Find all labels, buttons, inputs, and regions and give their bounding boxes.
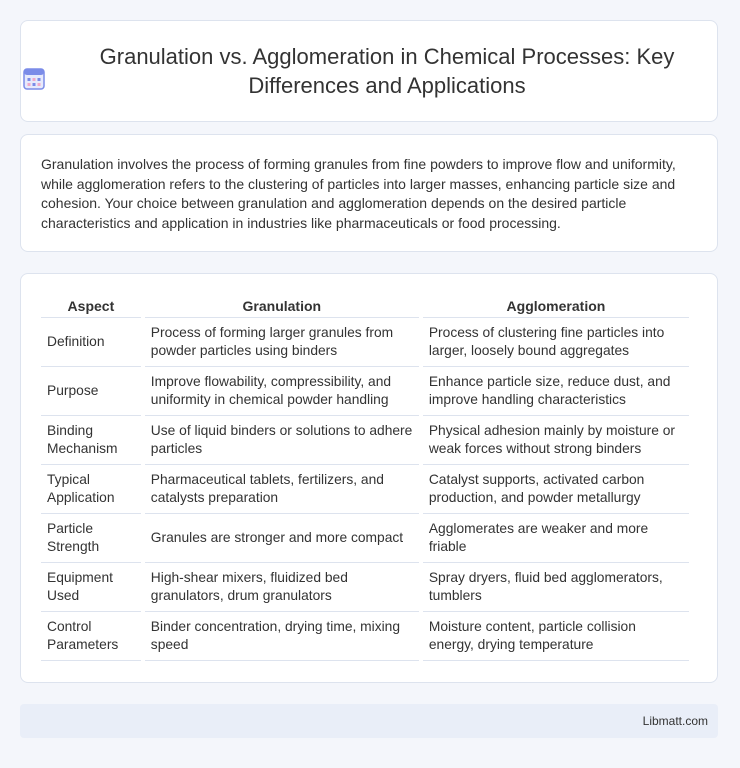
aspect-cell: Definition bbox=[41, 318, 141, 367]
footer bbox=[20, 704, 718, 738]
granulation-cell: Improve flowability, compressibility, and uniformity in chemical powder handling bbox=[145, 367, 419, 416]
table-row bbox=[41, 416, 689, 465]
aspect-cell: Binding Mechanism bbox=[41, 416, 141, 465]
granulation-cell: Pharmaceutical tablets, fertilizers, and catalysts preparation bbox=[145, 465, 419, 514]
table-row bbox=[41, 465, 689, 514]
agglomeration-cell: Catalyst supports, activated carbon production, and powder metallurgy bbox=[423, 465, 689, 514]
granulation-cell: Use of liquid binders or solutions to adhere particles bbox=[145, 416, 419, 465]
table-row bbox=[41, 367, 689, 416]
table-row bbox=[41, 612, 689, 661]
header-aspect: Aspect bbox=[41, 294, 141, 318]
title-card bbox=[20, 20, 718, 122]
granulation-cell: High-shear mixers, fluidized bed granulators, drum granulators bbox=[145, 563, 419, 612]
table-row bbox=[41, 514, 689, 563]
footer-brand: Libmatt.com bbox=[642, 714, 708, 728]
agglomeration-cell: Moisture content, particle collision energy, drying temperature bbox=[423, 612, 689, 661]
aspect-cell: Control Parameters bbox=[41, 612, 141, 661]
agglomeration-cell: Agglomerates are weaker and more friable bbox=[423, 514, 689, 563]
agglomeration-cell: Process of clustering fine particles into larger, loosely bound aggregates bbox=[423, 318, 689, 367]
intro-paragraph: Granulation involves the process of forming granules from fine powders to improve flow and uniformity, while agglomeration refers to the clustering of particles into larger masses, enhancing particle size and cohesion. Your choice between granulation and agglomeration depends on the desired particle characteristics and application in industries like pharmaceuticals or food processing. bbox=[41, 156, 676, 231]
aspect-cell: Equipment Used bbox=[41, 563, 141, 612]
aspect-cell: Typical Application bbox=[41, 465, 141, 514]
agglomeration-cell: Enhance particle size, reduce dust, and improve handling characteristics bbox=[423, 367, 689, 416]
granulation-cell: Process of forming larger granules from powder particles using binders bbox=[145, 318, 419, 367]
aspect-cell: Particle Strength bbox=[41, 514, 141, 563]
table-card bbox=[20, 273, 718, 683]
document-icon bbox=[21, 66, 47, 92]
title-wrap bbox=[21, 42, 717, 100]
granulation-cell: Binder concentration, drying time, mixing speed bbox=[145, 612, 419, 661]
comparison-table bbox=[37, 294, 693, 661]
page-title: Granulation vs. Agglomeration in Chemical Processes: Key Differences and Applications bbox=[99, 44, 675, 98]
aspect-cell: Purpose bbox=[41, 367, 141, 416]
table-row bbox=[41, 318, 689, 367]
table-header-row bbox=[41, 294, 689, 318]
header-granulation: Granulation bbox=[145, 294, 419, 318]
header-agglomeration: Agglomeration bbox=[423, 294, 689, 318]
agglomeration-cell: Physical adhesion mainly by moisture or weak forces without strong binders bbox=[423, 416, 689, 465]
intro-card bbox=[20, 134, 718, 252]
granulation-cell: Granules are stronger and more compact bbox=[145, 514, 419, 563]
table-row bbox=[41, 563, 689, 612]
agglomeration-cell: Spray dryers, fluid bed agglomerators, tumblers bbox=[423, 563, 689, 612]
